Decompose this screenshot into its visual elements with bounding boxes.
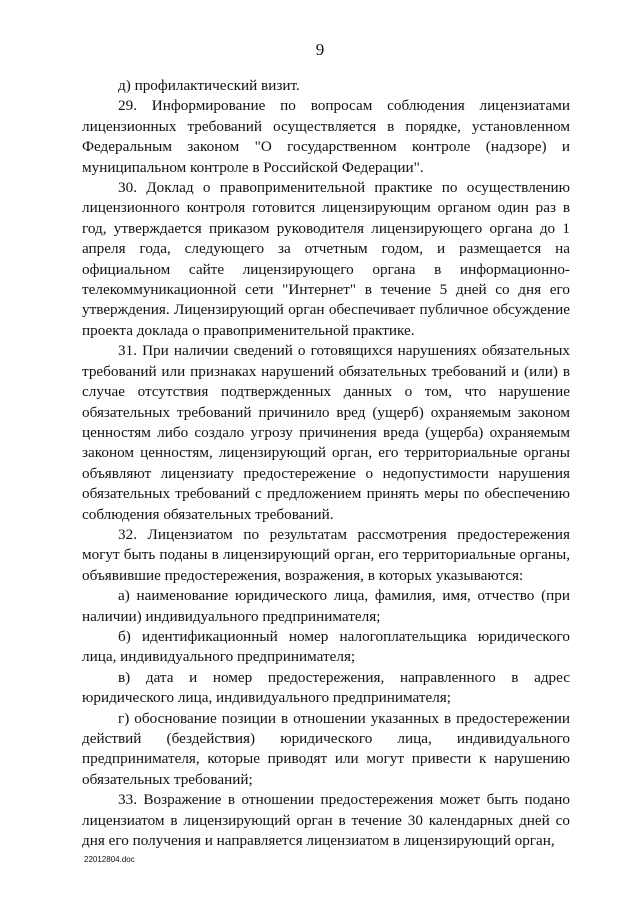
file-name-footer: 22012804.doc (84, 855, 135, 864)
page-number: 9 (315, 40, 325, 59)
paragraph-31: 31. При наличии сведений о готовящихся нарушениях обязательных требований или признаках нарушений обязательных требований и (или) в случае отсутствия подтвержденных данных о том, что нарушение обязательных требований причинило вред (ущерб) охраняемым законом ценностям либо создало угрозу причинения вреда (ущерба) охраняемым законом ценностям, лицензирующий орган, его территориальные органы объявляют лицензиату предостережение о недопустимости нарушения обязательных требований с предложением принять меры по обеспечению соблюдения обязательных требований. (82, 342, 570, 523)
document-body (82, 76, 570, 851)
paragraph-32-b: б) идентификационный номер налогоплательщика юридического лица, индивидуального предпринимателя; (82, 627, 570, 666)
paragraph-33: 33. Возражение в отношении предостережения может быть подано лицензиатом в лицензирующий орган в течение 30 календарных дней со дня его получения и направляется лицензиатом в лицензирующий орган, (82, 791, 570, 850)
paragraph-32-g: г) обоснование позиции в отношении указанных в предостережении действий (бездействия) юридического лица, индивидуального предпринимателя, которые приводят или могут привести к нарушению обязательных требований; (82, 709, 570, 788)
paragraph-32-a: а) наименование юридического лица, фамилия, имя, отчество (при наличии) индивидуального предпринимателя; (82, 587, 570, 625)
paragraph-item-d: д) профилактический визит. (118, 77, 300, 94)
paragraph-29: 29. Информирование по вопросам соблюдения лицензиатами лицензионных требований осуществляется в порядке, установленном Федеральным законом "О государственном контроле (надзоре) и муниципальном контроле в Российской Федерации". (82, 97, 570, 176)
paragraph-32: 32. Лицензиатом по результатам рассмотрения предостережения могут быть поданы в лицензирующий орган, его территориальные органы, объявившие предостережения, возражения, в которых указываются: (82, 525, 570, 584)
paragraph-30: 30. Доклад о правоприменительной практике по осуществлению лицензионного контроля готовится лицензирующим органом один раз в год, утверждается приказом руководителя лицензирующего органа до 1 апреля года, следующего за отчетным годом, и размещается на официальном сайте лицензирующего органа в информационно-телекоммуникационной сети "Интернет" в течение 5 дней со дня его утверждения. Лицензирующий орган обеспечивает публичное обсуждение проекта доклада о правоприменительной практике. (82, 179, 570, 339)
paragraph-32-v: в) дата и номер предостережения, направленного в адрес юридического лица, индивидуального предпринимателя; (82, 668, 570, 707)
